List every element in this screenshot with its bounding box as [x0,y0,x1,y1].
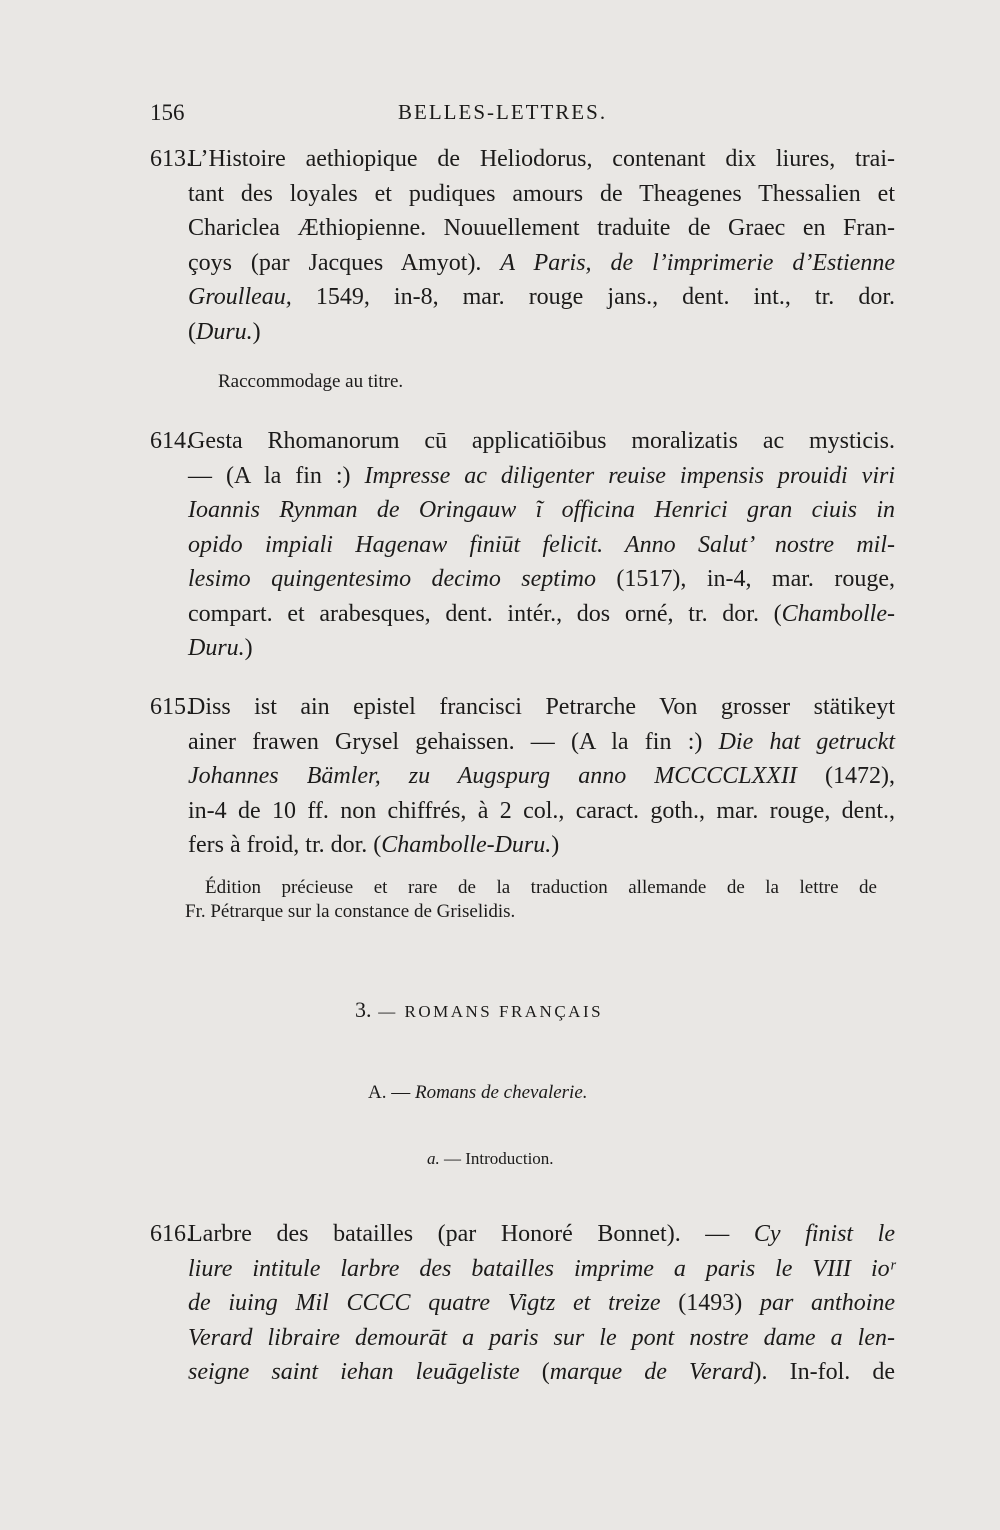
catalog-entry-616 [150,1217,895,1390]
entry-line: 613.L’Histoire aethiopique de Heliodorus, contenant dix liures, trai- [150,142,895,177]
entry-line: çoys (par Jacques Amyot). A Paris, de l’imprimerie d’Estienne [188,249,895,276]
catalog-entry-614 [150,424,895,666]
subsubsection-heading: a. — Introduction. [427,1149,554,1168]
entry-line: seigne saint iehan leuāgeliste (marque de Verard). In-fol. de [188,1359,895,1385]
entry-line: Johannes Bämler, zu Augspurg anno MCCCCLXXII (1472), [188,763,896,789]
entry-note-613: Raccommodage au titre. [218,371,404,392]
entry-line: Ioannis Rynman de Oringauw ĩ officina Henrici gran ciuis in [188,497,895,523]
catalog-entry-613 [150,142,895,349]
entry-line: lesimo quingentesimo decimo septimo (1517), in-4, mar. rouge, [188,566,896,592]
running-title: BELLES-LETTRES. [398,100,608,124]
entry-line: Groulleau, 1549, in-8, mar. rouge jans., dent. int., tr. dor. [188,284,895,310]
entry-line: 616.Larbre des batailles (par Honoré Bonnet). — Cy finist le [150,1217,895,1252]
page-header [150,100,890,130]
entry-line: de iuing Mil CCCC quatre Vigtz et treize (1493) par anthoine [188,1290,896,1316]
entry-line: Duru.) [188,635,253,661]
entry-line: — (A la fin :) Impresse ac diligenter reuise impensis prouidi viri [188,462,895,489]
catalog-entry-615 [150,690,895,863]
subsection-heading: A. — Romans de chevalerie. [368,1082,588,1103]
entry-line: Chariclea Æthiopienne. Nouuellement traduite de Graec en Fran- [188,215,895,241]
entry-line: (Duru.) [188,318,261,345]
entry-number: 615. [150,694,192,720]
entry-line: ainer frawen Grysel gehaissen. — (A la fin :) Die hat getruckt [188,728,896,755]
entry-line: 615.Diss ist ain epistel francisci Petrarche Von grosser stätikeyt [150,690,895,725]
entry-number: 616. [150,1221,192,1247]
entry-line: tant des loyales et pudiques amours de Theagenes Thessalien et [188,180,895,207]
entry-line: opido impiali Hagenaw finiūt felicit. Anno Salut’ nostre mil- [188,531,895,558]
section-heading: 3. — ROMANS FRANÇAIS [355,997,604,1022]
entry-line: compart. et arabesques, dent. intér., dos orné, tr. dor. (Chambolle- [188,600,895,627]
entry-line: liure intitule larbre des batailles imprime a paris le VIII ioʳ [188,1255,895,1282]
entry-number: 614. [150,428,192,454]
page-number: 156 [150,100,185,125]
entry-line: in-4 de 10 ff. non chiffrés, à 2 col., caract. goth., mar. rouge, dent., [188,797,895,824]
entry-line: fers à froid, tr. dor. (Chambolle-Duru.) [188,832,560,858]
entry-note-615: Édition précieuse et rare de la traduction allemande de la lettre de Fr. Pétrarque sur la constance de Griselidis. [185,877,877,922]
entry-line: 614.Gesta Rhomanorum cū applicatiōibus moralizatis ac mysticis. [150,424,895,459]
entry-number: 613. [150,146,192,172]
entry-line: Verard libraire demourāt a paris sur le pont nostre dame a len- [188,1324,895,1351]
